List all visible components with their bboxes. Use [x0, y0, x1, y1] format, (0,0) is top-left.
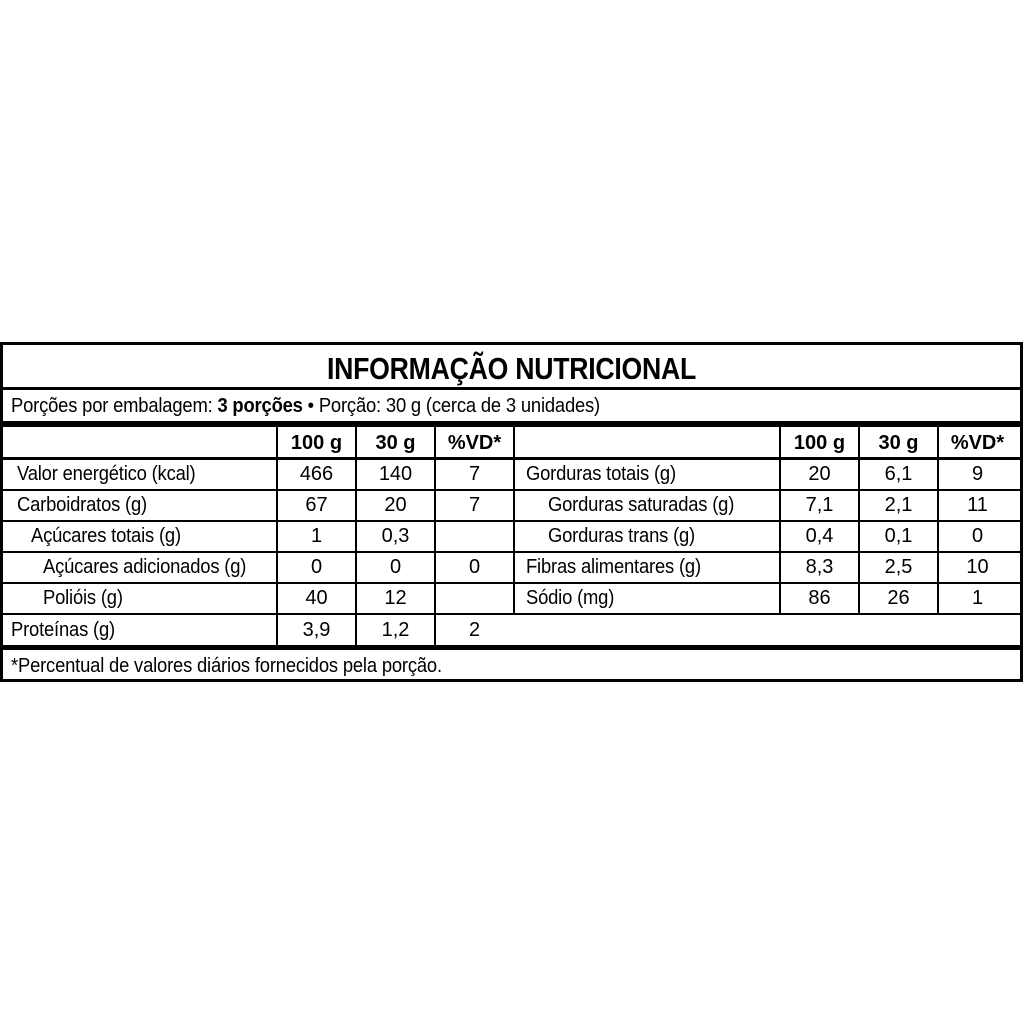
- left-row-value-vd: 7: [468, 494, 481, 516]
- right-row-value-100g: 86: [808, 587, 831, 609]
- left-row-value-100g: 1: [310, 525, 323, 547]
- left-row-value-vd: 0: [468, 556, 481, 578]
- right-row-value-30g: 0,1: [884, 525, 913, 547]
- left-row-value-30g: 0: [389, 556, 402, 578]
- servings-line: [11, 394, 600, 418]
- right-row-value-vd: 10: [966, 556, 989, 578]
- left-row-label: Polióis (g): [43, 587, 123, 609]
- right-header-100g: 100 g: [793, 432, 846, 454]
- row-rule-2: [3, 520, 1020, 522]
- left-row-label: Carboidratos (g): [17, 494, 148, 516]
- servings-count: 3 porções: [217, 395, 303, 417]
- right-row-value-100g: 7,1: [805, 494, 834, 516]
- left-row-label: Açúcares adicionados (g): [43, 556, 247, 578]
- left-row-value-100g: 67: [305, 494, 328, 516]
- right-row-value-vd: 0: [971, 525, 984, 547]
- left-row-value-100g: 0: [310, 556, 323, 578]
- right-row-value-30g: 6,1: [884, 463, 913, 485]
- right-row-label: Gorduras totais (g): [526, 463, 676, 485]
- left-row-value-30g: 0,3: [381, 525, 410, 547]
- left-row-label: Proteínas (g): [11, 619, 115, 641]
- right-row-value-vd: 9: [971, 463, 984, 485]
- nutrition-facts-panel: [0, 342, 1023, 682]
- left-header-30g: 30 g: [375, 432, 416, 454]
- right-row-label: Gorduras saturadas (g): [548, 494, 735, 516]
- right-row-label: Fibras alimentares (g): [526, 556, 701, 578]
- servings-suffix: • Porção: 30 g (cerca de 3 unidades): [302, 395, 601, 417]
- left-row-value-100g: 3,9: [302, 619, 331, 641]
- left-row-value-vd: 7: [468, 463, 481, 485]
- right-row-value-30g: 2,1: [884, 494, 913, 516]
- left-row-value-30g: 1,2: [381, 619, 410, 641]
- right-header-30g: 30 g: [878, 432, 919, 454]
- left-row-value-100g: 40: [305, 587, 328, 609]
- right-row-value-vd: 11: [967, 494, 988, 516]
- right-row-value-vd: 1: [971, 587, 984, 609]
- left-header-vd: %VD*: [447, 432, 502, 454]
- right-row-value-100g: 20: [808, 463, 831, 485]
- row-rule-3: [3, 551, 1020, 553]
- header-rule: [3, 457, 1020, 460]
- left-header-100g: 100 g: [290, 432, 343, 454]
- left-row-value-30g: 12: [384, 587, 407, 609]
- left-row-value-30g: 20: [384, 494, 407, 516]
- left-row-value-30g: 140: [378, 463, 413, 485]
- footer-rule: [3, 645, 1020, 650]
- right-row-value-100g: 8,3: [805, 556, 834, 578]
- right-row-value-100g: 0,4: [805, 525, 834, 547]
- row-rule-1: [3, 489, 1020, 491]
- left-row-value-vd: 2: [468, 619, 481, 641]
- right-row-label: Sódio (mg): [526, 587, 615, 609]
- footnote: *Percentual de valores diários fornecidos pela porção.: [11, 655, 442, 677]
- row-rule-4: [3, 582, 1020, 584]
- right-row-value-30g: 2,5: [884, 556, 913, 578]
- right-row-label: Gorduras trans (g): [548, 525, 696, 547]
- right-row-value-30g: 26: [887, 587, 910, 609]
- servings-rule: [3, 421, 1020, 427]
- left-row-label: Valor energético (kcal): [17, 463, 196, 485]
- servings-prefix: Porções por embalagem:: [11, 395, 218, 417]
- left-row-value-100g: 466: [299, 463, 334, 485]
- panel-title: INFORMAÇÃO NUTRICIONAL: [326, 351, 697, 386]
- row-rule-5: [3, 613, 1020, 615]
- title-rule: [3, 387, 1020, 390]
- right-header-vd: %VD*: [950, 432, 1005, 454]
- left-row-label: Açúcares totais (g): [31, 525, 181, 547]
